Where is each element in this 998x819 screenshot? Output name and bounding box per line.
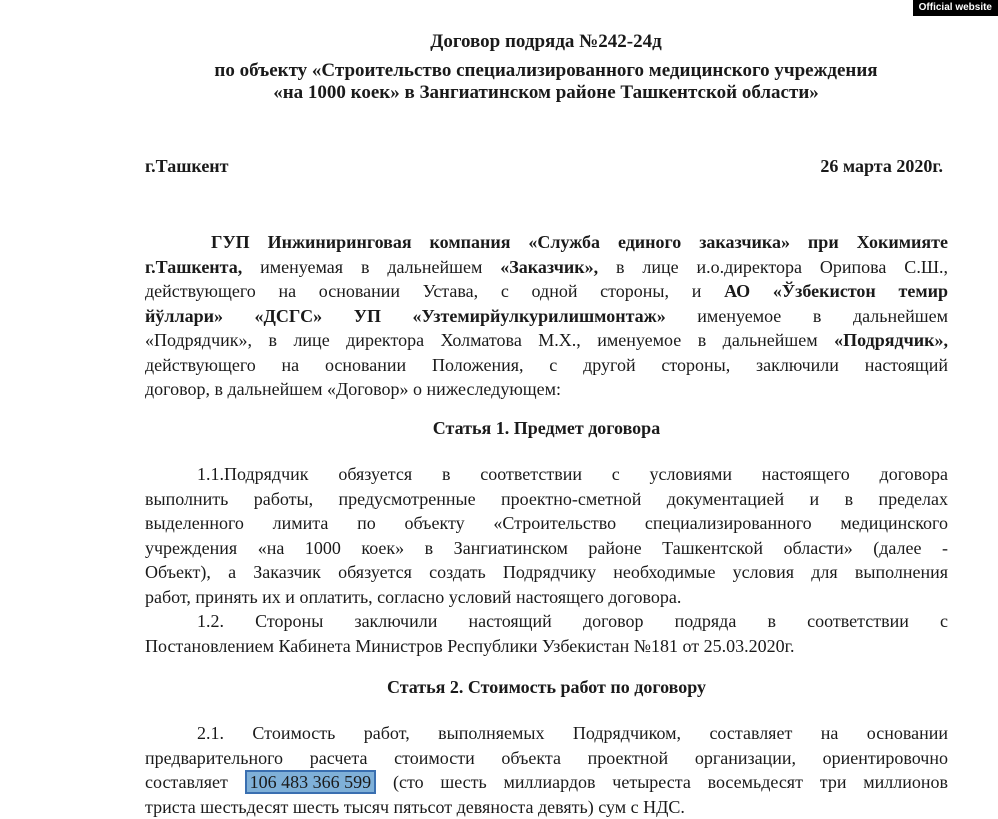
preamble-line: йўллари» «ДСГС» УП «Узтемирйулкурилишмонтаж» именуемое в дальнейшем [145,304,948,329]
clause-line: триста шестьдесят шесть тысяч пятьсот девяноста девять) сум с НДС. [145,795,948,819]
contract-place: г.Ташкент [145,156,229,177]
article1-heading: Статья 1. Предмет договора [145,418,948,439]
clause-line: Объект), а Заказчик обязуется создать Подрядчику необходимые условия для выполнения [145,560,948,585]
official-website-badge[interactable]: Official website [913,0,998,16]
contract-subtitle-line1: по объекту «Строительство специализированного медицинского учреждения [140,56,952,85]
clause-line: предварительного расчета стоимости объекта проектной организации, ориентировочно [145,746,948,771]
clause-line: учреждения «на 1000 коек» в Зангиатинском районе Ташкентской области» (далее - [145,536,948,561]
preamble-line: г.Ташкента, именуемая в дальнейшем «Заказчик», в лице и.о.директора Орипова С.Ш., [145,255,948,280]
article2-heading: Статья 2. Стоимость работ по договору [145,677,948,698]
clause-line: выполнить работы, предусмотренные проектно-сметной документацией и в пределах [145,487,948,512]
preamble-line: действующего на основании Положения, с другой стороны, заключили настоящий [145,353,948,378]
preamble-paragraph [145,230,948,402]
contract-date: 26 марта 2020г. [820,156,943,177]
preamble-line: «Подрядчик», в лице директора Холматова М.Х., именуемое в дальнейшем «Подрядчик», [145,328,948,353]
clause-line: работ, принять их и оплатить, согласно условий настоящего договора. [145,585,948,610]
clause-line: 1.1.Подрядчик обязуется в соответствии с условиями настоящего договора [145,462,948,487]
preamble-line: ГУП Инжиниринговая компания «Служба единого заказчика» при Хокимияте [145,230,948,255]
clause-line: выделенного лимита по объекту «Строительство специализированного медицинского [145,511,948,536]
contract-title: Договор подряда №242-24д [140,27,952,56]
clause-line: составляет 106 483 366 599 (сто шесть миллиардов четыреста восемьдесят три миллионов [145,770,948,795]
preamble-line: действующего на основании Устава, с одной стороны, и АО «Ўзбекистон темир [145,279,948,304]
article1-clause-1-2 [145,609,948,658]
highlighted-amount: 106 483 366 599 [245,770,377,794]
article2-clause-2-1 [145,721,948,819]
clause-line: 1.2. Стороны заключили настоящий договор подряда в соответствии с [145,609,948,634]
clause-line: Постановлением Кабинета Министров Республики Узбекистан №181 от 25.03.2020г. [145,634,948,659]
preamble-line: договор, в дальнейшем «Договор» о нижеследующем: [145,377,948,402]
clause-line: 2.1. Стоимость работ, выполняемых Подрядчиком, составляет на основании [145,721,948,746]
article1-clause-1-1 [145,462,948,609]
contract-subtitle-line2: «на 1000 коек» в Зангиатинском районе Ташкентской области» [140,78,952,107]
